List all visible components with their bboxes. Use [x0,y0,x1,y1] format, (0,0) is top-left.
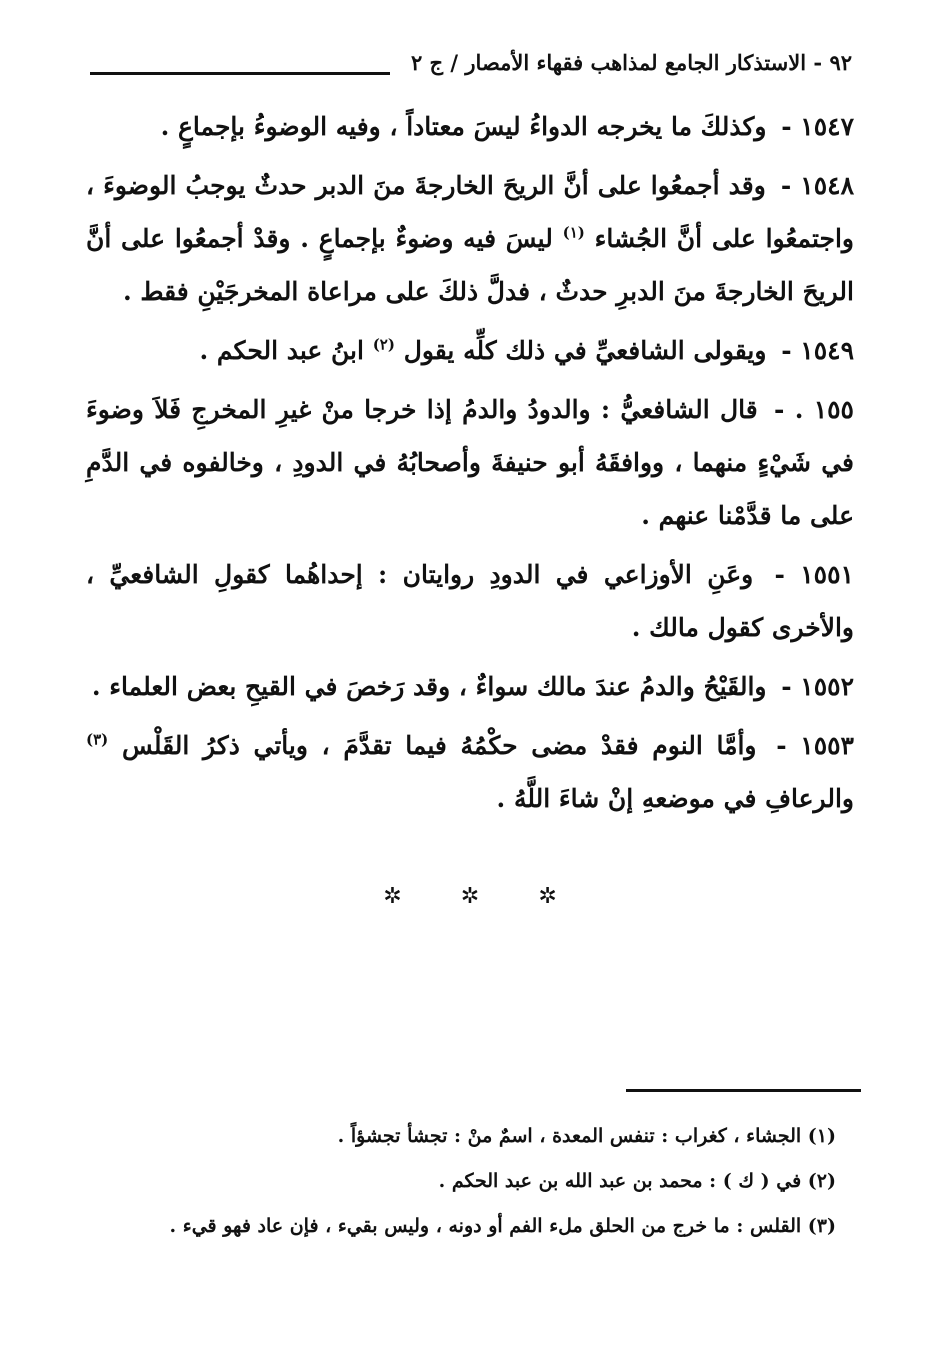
paragraph-1549 [86,324,854,377]
paragraph-text: وقد أجمعُوا على أنَّ الريحَ الخارجةَ منَ الدبر حدثٌ يوجبُ الوضوءَ ، واجتمعُوا على أنَّ الجُشاء [86,171,854,253]
paragraph-text: وكذلكَ ما يخرجه الدواءُ ليسَ معتاداً ، وفيه الوضوءُ بإجماعٍ . [160,112,767,141]
paragraph-text: وعَنِ الأوزاعي في الدودِ روايتان : إحداهُما كقولِ الشافعيِّ ، والأخرى كقول مالك . [86,560,854,642]
paragraph-1552 [86,660,854,713]
paragraph-1547 [86,100,854,153]
paragraph-text: وأمَّا النوم فقدْ مضى حكْمُهُ فيما تقدَّمَ ، ويأتي ذكرُ القَلْس [121,731,757,760]
paragraph-number: ١٥٥ . - [774,395,854,424]
paragraph-text: والقَيْحُ والدمُ عندَ مالك سواءٌ ، وقد رَخصَ في القيحِ بعض العلماء . [91,672,767,701]
footnote-ref-2[interactable]: (٢) [372,335,395,354]
paragraph-text: ويقولى الشافعيِّ في ذلك كلِّه يقول [403,336,767,365]
section-separator [0,884,940,909]
paragraph-text-continued: ليسَ فيه وضوءٌ بإجماعٍ . وقدْ أجمعُوا على أنَّ الريحَ الخارجةَ منَ الدبرِ حدثٌ ، فدلَّ ذلكَ على مراعاة المخرجَيْنِ فقط . [86,224,854,306]
star-ornament-icon: ✲ [383,884,402,909]
main-text [86,100,854,831]
paragraph-number: ١٥٤٩ - [781,336,854,365]
footnotes [86,1114,836,1249]
paragraph-number: ١٥٥١ - [774,560,854,589]
paragraph-number: ١٥٤٧ - [781,112,854,141]
star-ornament-icon: ✲ [538,884,557,909]
paragraph-text-continued: والرعافِ في موضعهِ إنْ شاءَ اللَّهُ . [496,784,854,813]
paragraph-1548 [86,159,854,318]
footnote-3: (٣) القلس : ما خرج من الحلق ملء الفم أو دونه ، وليس بقيء ، فإن عاد فهو قيء . [169,1215,836,1237]
paragraph-number: ١٥٥٢ - [781,672,854,701]
footnote-2: (٢) في ( ك ) : محمد بن عبد الله بن عبد الحكم . [438,1170,836,1192]
paragraph-number: ١٥٥٣ - [776,731,854,760]
footnote-ref-1[interactable]: (١) [562,223,585,242]
running-title: ٩٢ - الاستذكار الجامع لمذاهب فقهاء الأمصار / ج ٢ [410,50,852,75]
paragraph-text: قال الشافعيُّ : والدودُ والدمُ إذا خرجا منْ غيرِ المخرجِ فَلاَ وضوءَ في شَيْءٍ منهما ، ووافقَهُ أبو حنيفةَ وأصحابُهُ في الدودِ ، وخالفوه في الدَّمِ على ما قدَّمْنا عنهم . [86,395,854,530]
star-ornament-icon: ✲ [460,884,480,909]
page-header [90,48,852,88]
header-rule [90,72,390,75]
paragraph-1550 [86,383,854,542]
footnote-rule [626,1089,861,1092]
paragraph-number: ١٥٤٨ - [780,171,854,200]
paragraph-1551 [86,548,854,654]
footnote-ref-3[interactable]: (٣) [86,730,109,749]
paragraph-text-continued: ابنُ عبد الحكم . [199,336,364,365]
footnote-1: (١) الجشاء ، كغراب : تنفس المعدة ، اسمٌ منْ : تجشأ تجشؤاً . [337,1125,836,1147]
paragraph-1553 [86,719,854,825]
